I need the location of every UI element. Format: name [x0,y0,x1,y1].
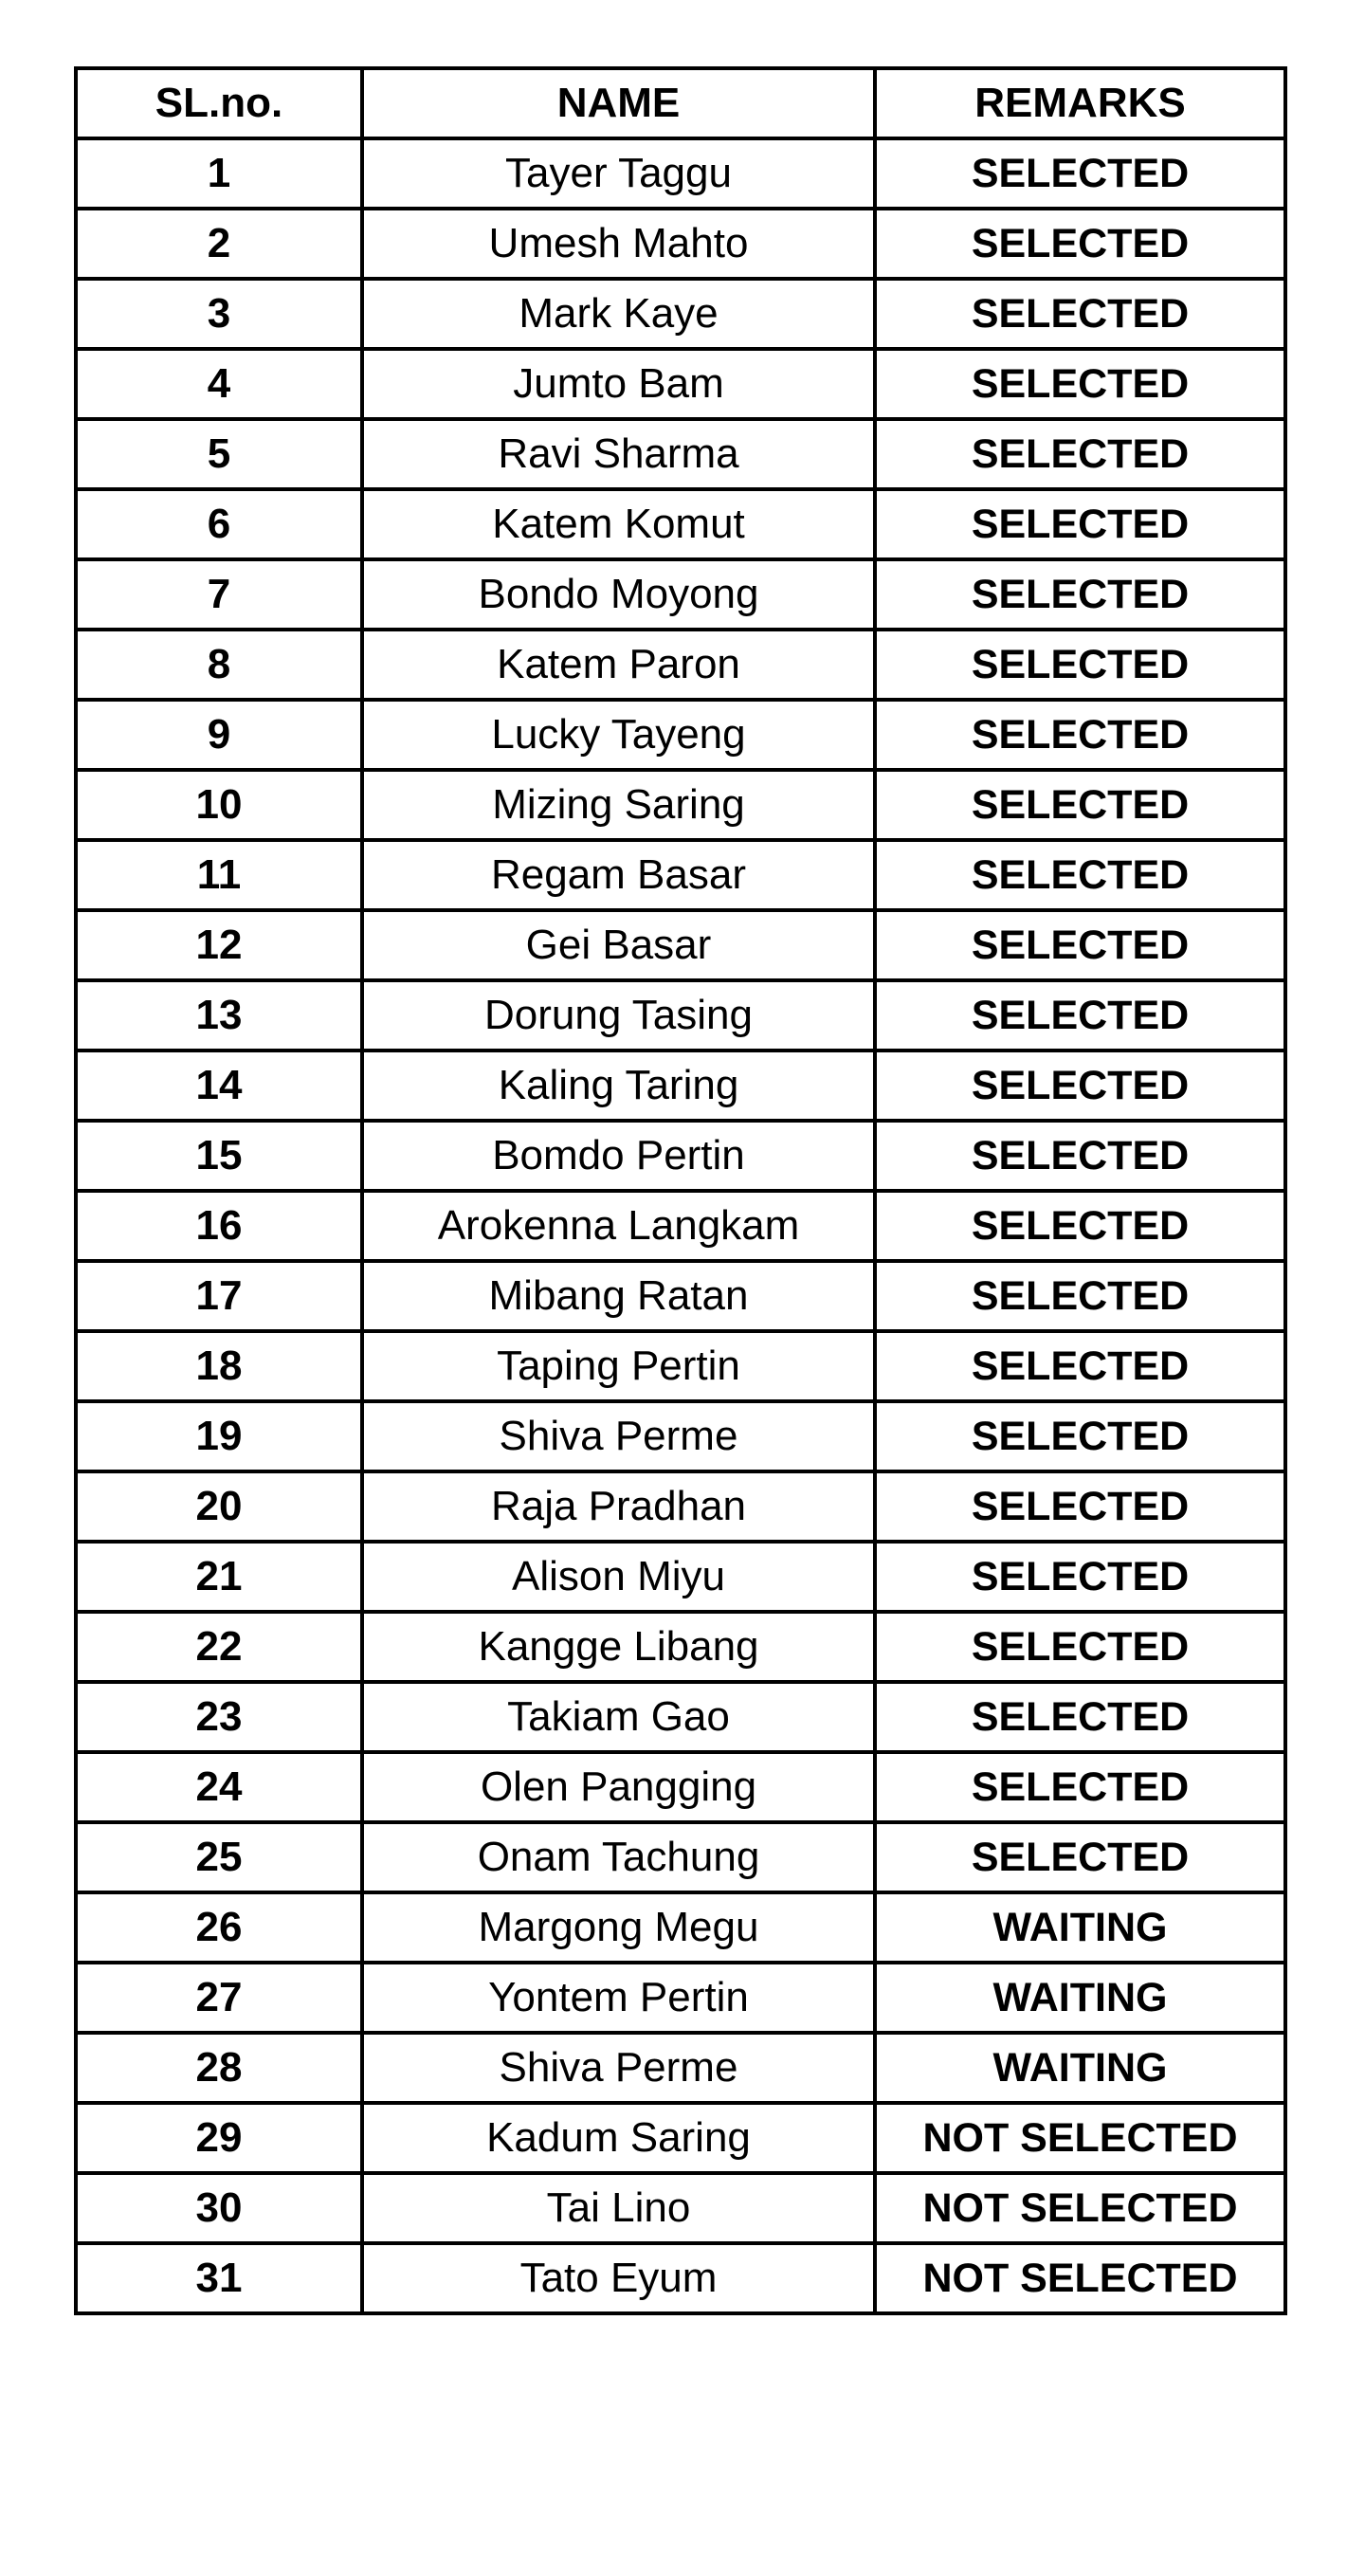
table-row [76,2103,1285,2173]
cell-name: Tai Lino [362,2173,875,2243]
table-row [76,2033,1285,2103]
cell-name: Margong Megu [362,1892,875,1963]
cell-remarks: SELECTED [875,419,1285,489]
cell-remarks: SELECTED [875,770,1285,840]
table-row [76,1401,1285,1471]
cell-name: Raja Pradhan [362,1471,875,1542]
cell-sl-no: 4 [76,349,362,419]
cell-sl-no: 10 [76,770,362,840]
cell-sl-no: 9 [76,700,362,770]
cell-sl-no: 17 [76,1261,362,1331]
table-row [76,910,1285,980]
cell-remarks: SELECTED [875,1471,1285,1542]
cell-remarks: SELECTED [875,279,1285,349]
table-row [76,1612,1285,1682]
table-row [76,489,1285,559]
cell-remarks: SELECTED [875,700,1285,770]
cell-remarks: SELECTED [875,630,1285,700]
results-sheet [74,66,1283,2315]
cell-name: Umesh Mahto [362,209,875,279]
table-row [76,349,1285,419]
cell-sl-no: 20 [76,1471,362,1542]
cell-sl-no: 2 [76,209,362,279]
cell-sl-no: 25 [76,1822,362,1892]
cell-sl-no: 26 [76,1892,362,1963]
cell-name: Shiva Perme [362,1401,875,1471]
cell-remarks: SELECTED [875,1191,1285,1261]
results-table [74,66,1287,2315]
cell-remarks: WAITING [875,2033,1285,2103]
cell-remarks: SELECTED [875,1542,1285,1612]
cell-sl-no: 1 [76,138,362,209]
cell-sl-no: 6 [76,489,362,559]
cell-sl-no: 3 [76,279,362,349]
cell-name: Kaling Taring [362,1050,875,1121]
cell-sl-no: 29 [76,2103,362,2173]
header-remarks: REMARKS [875,68,1285,138]
cell-name: Olen Pangging [362,1752,875,1822]
cell-sl-no: 16 [76,1191,362,1261]
cell-remarks: WAITING [875,1963,1285,2033]
cell-sl-no: 11 [76,840,362,910]
cell-name: Shiva Perme [362,2033,875,2103]
header-name: NAME [362,68,875,138]
table-row [76,1331,1285,1401]
cell-remarks: SELECTED [875,1121,1285,1191]
cell-remarks: SELECTED [875,910,1285,980]
cell-sl-no: 22 [76,1612,362,1682]
cell-name: Mibang Ratan [362,1261,875,1331]
cell-remarks: NOT SELECTED [875,2243,1285,2313]
table-row [76,138,1285,209]
cell-name: Tato Eyum [362,2243,875,2313]
cell-sl-no: 21 [76,1542,362,1612]
cell-name: Yontem Pertin [362,1963,875,2033]
table-row [76,1050,1285,1121]
table-row [76,770,1285,840]
cell-remarks: SELECTED [875,1682,1285,1752]
cell-remarks: SELECTED [875,980,1285,1050]
table-row [76,1963,1285,2033]
table-header [76,68,1285,138]
cell-sl-no: 7 [76,559,362,630]
cell-remarks: SELECTED [875,1612,1285,1682]
cell-remarks: SELECTED [875,1822,1285,1892]
cell-sl-no: 23 [76,1682,362,1752]
cell-remarks: SELECTED [875,1401,1285,1471]
cell-sl-no: 24 [76,1752,362,1822]
table-row [76,1752,1285,1822]
cell-sl-no: 14 [76,1050,362,1121]
table-row [76,419,1285,489]
cell-name: Mizing Saring [362,770,875,840]
cell-name: Katem Komut [362,489,875,559]
table-row [76,630,1285,700]
cell-remarks: SELECTED [875,138,1285,209]
cell-sl-no: 5 [76,419,362,489]
cell-remarks: NOT SELECTED [875,2103,1285,2173]
cell-sl-no: 27 [76,1963,362,2033]
cell-name: Dorung Tasing [362,980,875,1050]
table-row [76,1191,1285,1261]
cell-name: Alison Miyu [362,1542,875,1612]
table-row [76,1261,1285,1331]
table-row [76,209,1285,279]
cell-remarks: WAITING [875,1892,1285,1963]
cell-remarks: NOT SELECTED [875,2173,1285,2243]
cell-name: Bomdo Pertin [362,1121,875,1191]
header-row [76,68,1285,138]
cell-name: Regam Basar [362,840,875,910]
cell-sl-no: 13 [76,980,362,1050]
table-row [76,1542,1285,1612]
cell-name: Bondo Moyong [362,559,875,630]
table-row [76,1682,1285,1752]
cell-name: Gei Basar [362,910,875,980]
cell-name: Kadum Saring [362,2103,875,2173]
cell-remarks: SELECTED [875,1261,1285,1331]
cell-name: Jumto Bam [362,349,875,419]
table-row [76,1822,1285,1892]
cell-remarks: SELECTED [875,559,1285,630]
cell-remarks: SELECTED [875,840,1285,910]
cell-name: Taping Pertin [362,1331,875,1401]
table-row [76,1121,1285,1191]
cell-remarks: SELECTED [875,1050,1285,1121]
table-row [76,559,1285,630]
cell-sl-no: 19 [76,1401,362,1471]
table-row [76,840,1285,910]
cell-remarks: SELECTED [875,1331,1285,1401]
cell-sl-no: 8 [76,630,362,700]
cell-sl-no: 12 [76,910,362,980]
table-body [76,138,1285,2313]
cell-sl-no: 18 [76,1331,362,1401]
cell-sl-no: 31 [76,2243,362,2313]
cell-name: Tayer Taggu [362,138,875,209]
cell-remarks: SELECTED [875,209,1285,279]
table-row [76,1471,1285,1542]
table-row [76,700,1285,770]
table-row [76,1892,1285,1963]
cell-remarks: SELECTED [875,489,1285,559]
table-row [76,2243,1285,2313]
table-row [76,2173,1285,2243]
cell-sl-no: 28 [76,2033,362,2103]
cell-remarks: SELECTED [875,349,1285,419]
table-row [76,980,1285,1050]
cell-name: Onam Tachung [362,1822,875,1892]
cell-remarks: SELECTED [875,1752,1285,1822]
cell-sl-no: 30 [76,2173,362,2243]
cell-name: Katem Paron [362,630,875,700]
header-sl-no: SL.no. [76,68,362,138]
cell-name: Kangge Libang [362,1612,875,1682]
cell-name: Mark Kaye [362,279,875,349]
cell-name: Arokenna Langkam [362,1191,875,1261]
table-row [76,279,1285,349]
cell-name: Ravi Sharma [362,419,875,489]
cell-name: Takiam Gao [362,1682,875,1752]
cell-name: Lucky Tayeng [362,700,875,770]
cell-sl-no: 15 [76,1121,362,1191]
